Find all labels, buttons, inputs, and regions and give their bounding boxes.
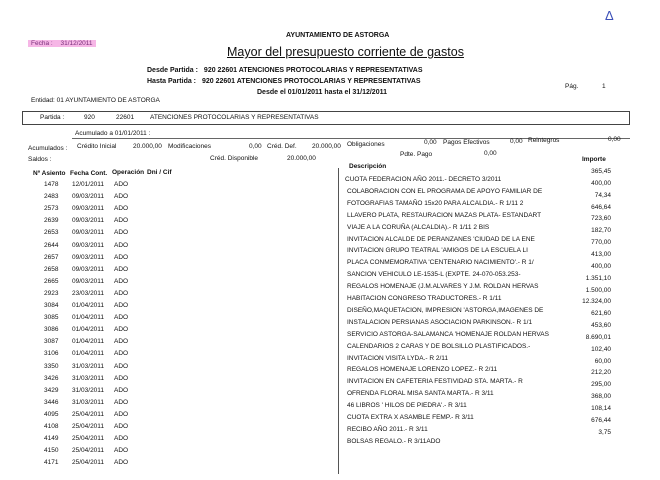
- row-descripcion: HABITACION CONGRESO TRADUCTORES.- R 1/11: [347, 295, 502, 302]
- row-operacion: ADO: [114, 181, 129, 188]
- desde-partida-value: 920 22601 ATENCIONES PROTOCOLARIAS Y REPRESENTATIVAS: [203, 67, 423, 74]
- row-importe: 1.351,10: [585, 274, 611, 282]
- row-operacion: ADO: [114, 326, 129, 334]
- row-operacion: ADO: [114, 193, 129, 201]
- row-asiento: 3106: [44, 350, 59, 358]
- row-importe: 676,44: [591, 416, 611, 424]
- partida-code-1: 920: [84, 114, 95, 121]
- row-operacion: ADO: [114, 350, 129, 358]
- col-asiento: Nº Asiento: [33, 170, 66, 177]
- report-period: Desde el 01/01/2011 hasta el 31/12/2011: [257, 89, 387, 96]
- row-fecha: 09/03/2011: [72, 205, 105, 213]
- row-asiento: 4095: [44, 410, 59, 418]
- pagos-efectivos-value: 0,00: [510, 138, 523, 145]
- hasta-partida-label: Hasta Partida :: [147, 78, 197, 85]
- row-operacion: ADO: [114, 435, 129, 443]
- reintegros-value: 0,00: [608, 136, 621, 143]
- row-operacion: ADO: [114, 374, 129, 382]
- cred-disponible-value: 20.000,00: [287, 155, 316, 162]
- row-operacion: ADO: [114, 410, 129, 418]
- row-asiento: 3429: [44, 386, 59, 394]
- row-fecha: 09/03/2011: [72, 229, 105, 237]
- row-descripcion: COLABORACION CON EL PROGRAMA DE APOYO FAMILIAR DE: [347, 187, 543, 195]
- row-operacion: ADO: [114, 362, 129, 370]
- row-asiento: 2573: [44, 205, 59, 213]
- row-importe: 770,00: [591, 239, 611, 247]
- obligaciones-value: 0,00: [424, 139, 437, 146]
- modificaciones-label: Modificaciones: [168, 143, 211, 150]
- row-importe: 400,00: [591, 262, 611, 270]
- row-operacion: ADO: [114, 302, 129, 309]
- entidad: Entidad: 01 AYUNTAMIENTO DE ASTORGA: [31, 97, 160, 104]
- row-fecha: 01/04/2011: [72, 302, 105, 309]
- row-asiento: 4150: [44, 447, 59, 455]
- org-name: AYUNTAMIENTO DE ASTORGA: [286, 32, 390, 39]
- row-fecha: 31/03/2011: [72, 386, 105, 394]
- row-fecha: 12/01/2011: [72, 181, 105, 188]
- pdte-pago-label: Pdte. Pago: [400, 151, 433, 158]
- cred-disponible-label: Créd. Disponible: [210, 155, 259, 162]
- row-descripcion: RECIBO AÑO 2011.- R 3/11: [347, 425, 428, 433]
- col-importe: Importe: [582, 156, 606, 163]
- row-fecha: 09/03/2011: [72, 241, 105, 249]
- row-operacion: ADO: [114, 289, 129, 297]
- row-asiento: 3086: [44, 326, 59, 334]
- row-importe: 365,45: [591, 168, 611, 175]
- row-descripcion: INVITACION EN CAFETERIA FESTIVIDAD STA. MARTA.- R: [347, 378, 523, 386]
- row-importe: 182,70: [591, 227, 611, 235]
- row-asiento: 3350: [44, 362, 59, 370]
- row-fecha: 25/04/2011: [72, 459, 105, 467]
- row-descripcion: SANCION VEHICULO LE-1535-L (EXPTE. 24-070-053.253-: [347, 271, 521, 279]
- row-asiento: 2644: [44, 241, 59, 249]
- row-asiento: 3446: [44, 398, 59, 406]
- row-operacion: ADO: [114, 459, 129, 467]
- hasta-partida: [147, 78, 421, 85]
- row-descripcion: REGALOS HOMENAJE (J.M.ALVARES Y J.M. ROLDAN HERVAS: [347, 283, 539, 291]
- credito-inicial-value: 20.000,00: [133, 143, 162, 150]
- modificaciones-value: 0,00: [249, 143, 262, 150]
- row-operacion: ADO: [114, 205, 129, 213]
- row-fecha: 09/03/2011: [72, 265, 105, 273]
- row-operacion: ADO: [114, 338, 129, 346]
- row-operacion: ADO: [114, 241, 129, 249]
- row-importe: 413,00: [591, 250, 611, 258]
- cred-def-label: Créd. Def.: [267, 143, 297, 150]
- row-fecha: 09/03/2011: [72, 253, 105, 261]
- pagos-efectivos-label: Pagos Efectivos: [443, 139, 490, 146]
- credito-inicial-label: Crédito Inicial: [77, 143, 117, 150]
- partida-code-2: 22601: [116, 114, 135, 121]
- report-date-value: 31/12/2011: [60, 40, 93, 47]
- saldos-label: Saldos :: [28, 156, 52, 163]
- row-operacion: ADO: [114, 265, 129, 273]
- page-number: 1: [602, 83, 606, 90]
- row-operacion: ADO: [114, 386, 129, 394]
- row-asiento: 3426: [44, 374, 59, 382]
- row-importe: 400,00: [591, 179, 611, 187]
- corner-mark: Δ: [605, 8, 614, 23]
- row-descripcion: INVITACION ALCALDE DE PERANZANES 'CIUDAD DE LA ENE: [347, 235, 535, 243]
- row-importe: 60,00: [594, 357, 611, 365]
- row-asiento: 2665: [44, 277, 59, 285]
- row-importe: 108,14: [591, 405, 611, 412]
- column-divider: [338, 168, 339, 474]
- row-asiento: 4171: [44, 459, 59, 467]
- row-importe: 621,60: [591, 310, 611, 318]
- reintegros-label: Reintegros: [528, 137, 560, 144]
- row-descripcion: DISEÑO,MAQUETACION, IMPRESION 'ASTORGA,IMAGENES DE: [347, 306, 544, 314]
- row-descripcion: BOLSAS REGALO.- R 3/11ADO: [347, 437, 441, 445]
- row-importe: 1.500,00: [585, 286, 611, 294]
- row-operacion: ADO: [114, 277, 129, 285]
- row-fecha: 01/04/2011: [72, 314, 105, 322]
- row-operacion: ADO: [114, 217, 129, 225]
- row-importe: 723,60: [591, 215, 611, 223]
- row-asiento: 2657: [44, 253, 59, 261]
- page-label: Pág.: [565, 83, 579, 90]
- row-importe: 102,40: [591, 345, 611, 353]
- report-date-label: Fecha :: [31, 40, 53, 47]
- row-fecha: 01/04/2011: [72, 326, 105, 334]
- row-asiento: 4149: [44, 435, 59, 443]
- row-operacion: ADO: [114, 229, 129, 237]
- desde-partida: [147, 67, 423, 74]
- row-fecha: 25/04/2011: [72, 423, 105, 430]
- row-asiento: 3087: [44, 338, 59, 346]
- row-asiento: 3085: [44, 314, 59, 322]
- row-descripcion: INVITACION GRUPO TEATRAL 'AMIGOS DE LA ESCUELA LI: [347, 247, 528, 255]
- row-fecha: 31/03/2011: [72, 398, 105, 406]
- row-fecha: 25/04/2011: [72, 435, 105, 443]
- row-asiento: 1478: [44, 181, 59, 188]
- row-descripcion: REGALOS HOMENAJE LORENZO LOPEZ.- R 2/11: [347, 366, 498, 374]
- row-fecha: 09/03/2011: [72, 277, 105, 285]
- col-operacion: Operación: [112, 169, 145, 176]
- partida-name: ATENCIONES PROTOCOLARIAS Y REPRESENTATIVAS: [150, 114, 319, 121]
- row-importe: 12.324,00: [582, 298, 611, 306]
- row-fecha: 01/04/2011: [72, 338, 105, 346]
- desde-partida-label: Desde Partida :: [147, 67, 198, 74]
- row-descripcion: LLAVERO PLATA, RESTAURACION MAZAS PLATA- ESTANDART: [347, 211, 542, 219]
- row-importe: 3,75: [598, 428, 611, 436]
- row-operacion: ADO: [114, 314, 129, 322]
- hasta-partida-value: 920 22601 ATENCIONES PROTOCOLARIAS Y REPRESENTATIVAS: [201, 78, 421, 85]
- row-descripcion: CUOTA EXTRA X ASAMBLE FEMP.- R 3/11: [347, 414, 474, 421]
- row-fecha: 25/04/2011: [72, 447, 105, 455]
- acumulados-label: Acumulados :: [28, 145, 68, 152]
- col-descripcion: Descripción: [349, 163, 387, 170]
- row-asiento: 2653: [44, 229, 59, 237]
- row-descripcion: PLACA CONMEMORATIVA 'CENTENARIO NACIMIENTO'.- R 1/: [347, 259, 534, 267]
- row-descripcion: FOTOGRAFIAS TAMAÑO 15x20 PARA ALCALDIA.- R 1/11 2: [347, 199, 524, 207]
- row-descripcion: OFRENDA FLORAL MISA SANTA MARTA.- R 3/11: [347, 390, 494, 398]
- row-fecha: 23/03/2011: [72, 289, 105, 297]
- col-fecha: Fecha Cont.: [70, 170, 108, 177]
- acumulado-title: Acumulado a 01/01/2011 :: [75, 130, 151, 137]
- row-descripcion: SERVICIO ASTORGA-SALAMANCA 'HOMENAJE ROLDAN HERVAS: [347, 330, 549, 338]
- row-operacion: ADO: [114, 423, 129, 430]
- row-asiento: 4108: [44, 423, 59, 430]
- row-asiento: 3084: [44, 302, 59, 309]
- row-fecha: 01/04/2011: [72, 350, 105, 358]
- row-importe: 453,60: [591, 322, 611, 330]
- report-title: Mayor del presupuesto corriente de gastos: [227, 45, 464, 59]
- row-asiento: 2923: [44, 289, 59, 297]
- row-importe: 212,20: [591, 369, 611, 377]
- row-descripcion: 46 LIBROS ' HILOS DE PIEDRA'.- R 3/11: [347, 402, 467, 410]
- cred-def-value: 20.000,00: [312, 143, 341, 150]
- obligaciones-label: Obligaciones: [347, 141, 385, 148]
- row-fecha: 31/03/2011: [72, 362, 105, 370]
- row-fecha: 25/04/2011: [72, 410, 105, 418]
- row-asiento: 2658: [44, 265, 59, 273]
- row-descripcion: INVITACION VISITA LYDA.- R 2/11: [347, 354, 449, 362]
- row-importe: 368,00: [591, 393, 611, 401]
- row-descripcion: VIAJE A LA CORUÑA (ALCALDIA).- R 1/11 2 BIS: [347, 223, 490, 231]
- row-descripcion: INSTALACION PERSIANAS ASOCIACION PARKINSON.- R 1/1: [347, 318, 533, 326]
- partida-label: Partida :: [40, 114, 65, 121]
- row-operacion: ADO: [114, 253, 129, 261]
- report-date: [28, 40, 96, 47]
- row-importe: 74,34: [594, 191, 611, 199]
- pdte-pago-value: 0,00: [484, 150, 497, 157]
- row-importe: 295,00: [591, 381, 611, 389]
- row-descripcion: CUOTA FEDERACION AÑO 2011.- DECRETO 3/2011: [345, 176, 502, 183]
- row-operacion: ADO: [114, 398, 129, 406]
- row-asiento: 2483: [44, 193, 59, 201]
- row-fecha: 31/03/2011: [72, 374, 105, 382]
- partida-box: [22, 111, 630, 125]
- col-dni: Dni / Cif: [147, 169, 172, 176]
- row-fecha: 09/03/2011: [72, 217, 105, 225]
- row-fecha: 09/03/2011: [72, 193, 105, 201]
- row-importe: 8.690,01: [585, 333, 611, 341]
- row-descripcion: CALENDARIOS 2 CARAS Y DE BOLSILLO PLASTIFICADOS.-: [347, 342, 531, 350]
- row-operacion: ADO: [114, 447, 129, 455]
- row-asiento: 2639: [44, 217, 59, 225]
- row-importe: 646,64: [591, 203, 611, 211]
